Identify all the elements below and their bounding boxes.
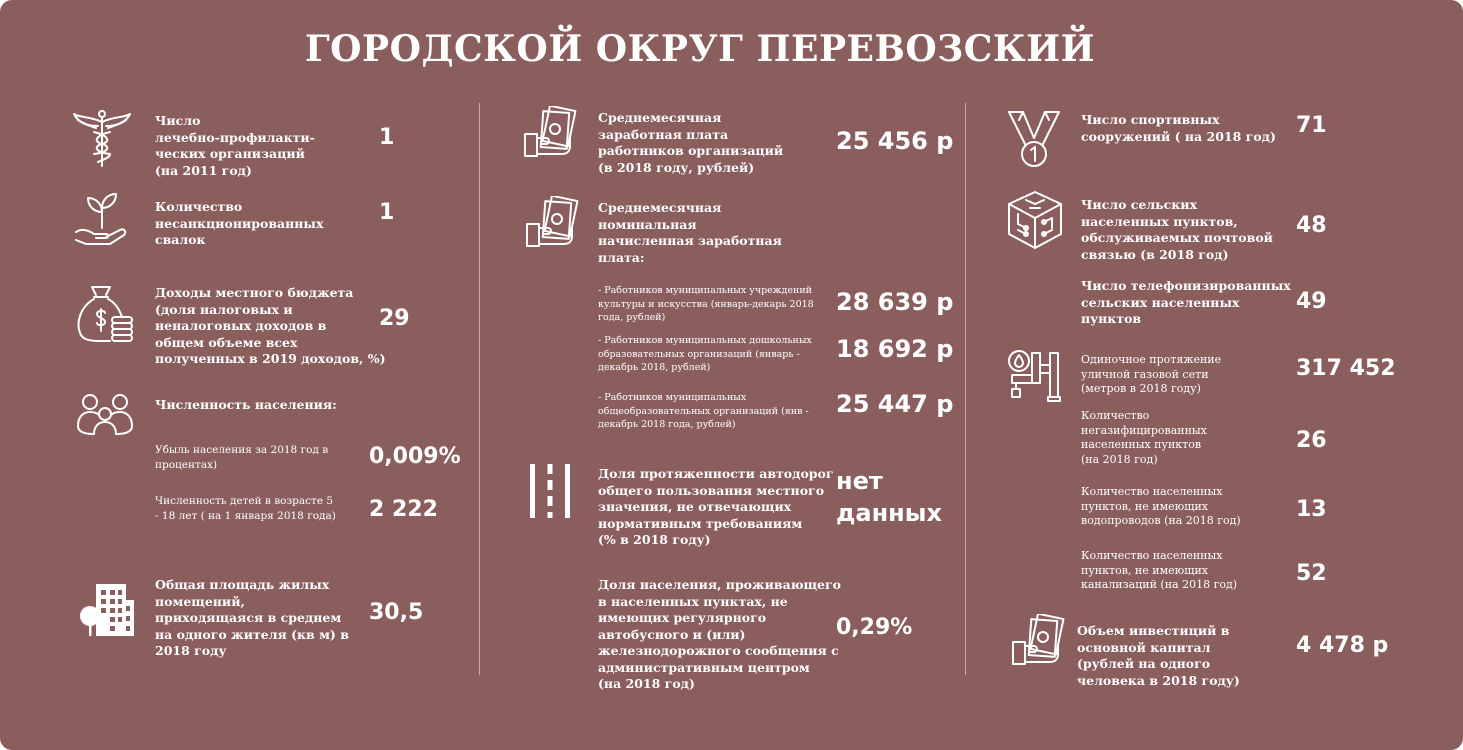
nogas-value: 26	[1296, 428, 1327, 453]
gas-value: 317 452	[1296, 356, 1396, 381]
decline-label: Убыль населения за 2018 год в процентах)	[155, 444, 329, 471]
sports-value: 71	[1296, 113, 1327, 138]
nosewer-label: Количество населенных пунктов, не имеющих канализаций (на 2018 год)	[1081, 549, 1238, 591]
medal-icon	[1005, 108, 1063, 170]
invest-value: 4 478 р	[1296, 633, 1389, 658]
housing-label: Общая площадь жилых помещений, приходящаяся в среднем на одного жителя (кв м) в 2018 году	[155, 577, 349, 658]
postal-label: Число сельских населенных пунктов, обслуживаемых почтовой связью (в 2018 год)	[1081, 197, 1273, 262]
nowater-label: Количество населенных пунктов, не имеющих водопроводов (на 2018 год)	[1081, 485, 1241, 527]
phone-value: 49	[1296, 289, 1327, 314]
road-icon	[528, 462, 572, 520]
nosewer-value: 52	[1296, 561, 1327, 586]
nowater-value: 13	[1296, 497, 1327, 522]
school-value: 25 447 р	[836, 390, 954, 418]
column-divider-2	[965, 103, 966, 675]
money-bag-icon	[74, 283, 136, 347]
dumps-value: 1	[379, 200, 395, 225]
budget-value: 29	[379, 306, 410, 331]
housing-value: 30,5	[369, 600, 424, 625]
dumps-label: Количество несанкционированных свалок	[155, 199, 324, 247]
culture-label: - Работников муниципальных учреждений культуры и искусства (январь-декарь 2018 года, рублей)	[598, 285, 814, 323]
money-hand-icon	[524, 196, 580, 250]
culture-value: 28 639 р	[836, 288, 954, 316]
preschool-value: 18 692 р	[836, 335, 954, 363]
column-divider-1	[479, 103, 480, 675]
sports-label: Число спортивных сооружений ( на 2018 год)	[1081, 112, 1276, 144]
medical-label: Число лечебно-профилакти- ческих организаций (на 2011 год)	[155, 113, 315, 178]
transport-label: Доля населения, проживающего в населенных пунктах, не имеющих регулярного автобусного и (или) железнодорожного сообщения с административным центром (на 2018 год)	[598, 577, 841, 691]
phone-label: Число телефонизированных сельских населенных пунктов	[1081, 278, 1291, 326]
medical-value: 1	[379, 125, 395, 150]
caduceus-icon	[72, 108, 132, 168]
salary-label: Среднемесячная заработная плата работников организаций (в 2018 году, рублей)	[598, 110, 784, 175]
money-hand-icon	[1010, 614, 1066, 668]
children-label: Численность детей в возрасте 5 - 18 лет ( на 1 января 2018 года)	[155, 495, 336, 522]
nominal-label: Среднемесячная номинальная начисленная заработная плата:	[598, 200, 782, 265]
money-hand-icon	[522, 106, 578, 160]
cube-network-icon	[1006, 190, 1064, 250]
building-icon	[78, 582, 136, 638]
postal-value: 48	[1296, 213, 1327, 238]
plant-hand-icon	[72, 188, 132, 248]
gas-label: Одиночное протяжение уличной газовой сети (метров в 2018 году)	[1081, 353, 1222, 395]
decline-value: 0,009%	[369, 444, 461, 469]
transport-value: 0,29%	[836, 615, 913, 640]
page-title: ГОРОДСКОЙ ОКРУГ ПЕРЕВОЗСКИЙ	[304, 28, 1096, 70]
preschool-label: - Работников муниципальных дошкольных образовательных организаций (январь - декабрь 2018, рублей)	[598, 335, 812, 373]
salary-value: 25 456 р	[836, 127, 954, 155]
roads-value: нет данных	[836, 467, 942, 527]
invest-label: Объем инвестиций в основной капитал (рублей на одного человека в 2018 году)	[1077, 623, 1240, 688]
school-label: - Работников муниципальных общеобразовательных организаций (янв - декабрь 2018 года, рублей)	[598, 392, 809, 430]
budget-label: Доходы местного бюджета (доля налоговых и неналоговых доходов в общем объеме всех полученных в 2019 доходов, %)	[155, 285, 386, 366]
people-icon	[74, 392, 136, 438]
roads-label: Доля протяженности автодорог общего пользования местного значения, не отвечающих нормативным требованиям (% в 2018 году)	[598, 466, 834, 547]
gas-pipe-icon	[1006, 349, 1066, 403]
nogas-label: Количество негазифицированных населенных пунктов (на 2018 год)	[1081, 409, 1207, 466]
population-label: Численность населения:	[155, 397, 337, 412]
children-value: 2 222	[369, 497, 438, 522]
